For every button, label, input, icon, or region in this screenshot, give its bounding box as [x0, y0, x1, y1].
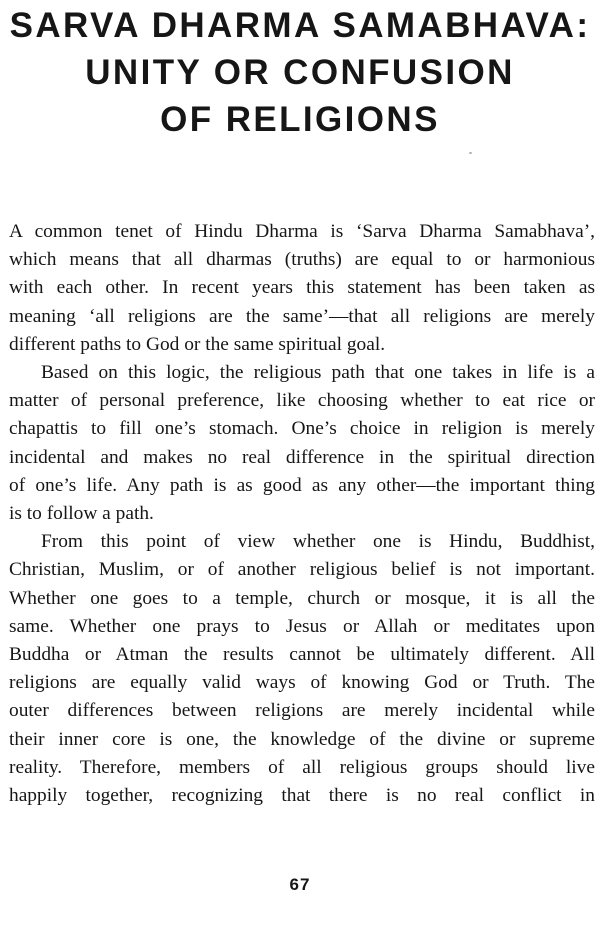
body-text [9, 218, 595, 810]
text-line: matter of personal preference, like choosing whether to eat rice or [9, 390, 595, 412]
paragraph-2 [9, 359, 595, 528]
page-number: 67 [289, 875, 311, 894]
text-line: Based on this logic, the religious path that one takes in life is a [41, 362, 595, 384]
chapter-title-line: UNITY OR CONFUSION [85, 53, 515, 92]
text-line: incidental and makes no real difference in the spiritual direction [9, 446, 595, 468]
text-line: with each other. In recent years this statement has been taken as [9, 277, 595, 299]
text-line: A common tenet of Hindu Dharma is ‘Sarva Dharma Samabhava’, [9, 221, 595, 242]
text-line: of one’s life. Any path is as good as any other—the important thing [9, 474, 595, 496]
text-line: their inner core is one, the knowledge of the divine or supreme [9, 728, 595, 750]
chapter-title [0, 2, 600, 143]
text-line: which means that all dharmas (truths) are equal to or harmonious [9, 249, 595, 271]
chapter-title-line: SARVA DHARMA SAMABHAVA: [9, 6, 591, 45]
text-line: same. Whether one prays to Jesus or Allah or meditates upon [9, 615, 595, 637]
text-line: chapattis to fill one’s stomach. One’s choice in religion is merely [9, 418, 595, 440]
text-line: outer differences between religions are merely incidental while [9, 700, 595, 722]
text-line: meaning ‘all religions are the same’—that all religions are merely [9, 305, 595, 327]
text-line: Whether one goes to a temple, church or mosque, it is all the [9, 587, 595, 609]
text-line: From this point of view whether one is Hindu, Buddhist, [41, 531, 595, 553]
text-line: happily together, recognizing that there is no real conflict in [9, 785, 595, 807]
text-line: is to follow a path. [9, 503, 154, 525]
chapter-title-line: OF RELIGIONS [160, 100, 440, 139]
print-speck [469, 152, 472, 154]
text-line: Buddha or Atman the results cannot be ultimately different. All [9, 644, 595, 666]
text-line: reality. Therefore, members of all religious groups should live [9, 756, 595, 778]
paragraph-3 [9, 528, 595, 810]
paragraph-1 [9, 218, 595, 359]
text-line: different paths to God or the same spiritual goal. [9, 333, 386, 355]
text-line: Christian, Muslim, or of another religious belief is not important. [9, 559, 595, 581]
text-line: religions are equally valid ways of knowing God or Truth. The [9, 672, 595, 694]
